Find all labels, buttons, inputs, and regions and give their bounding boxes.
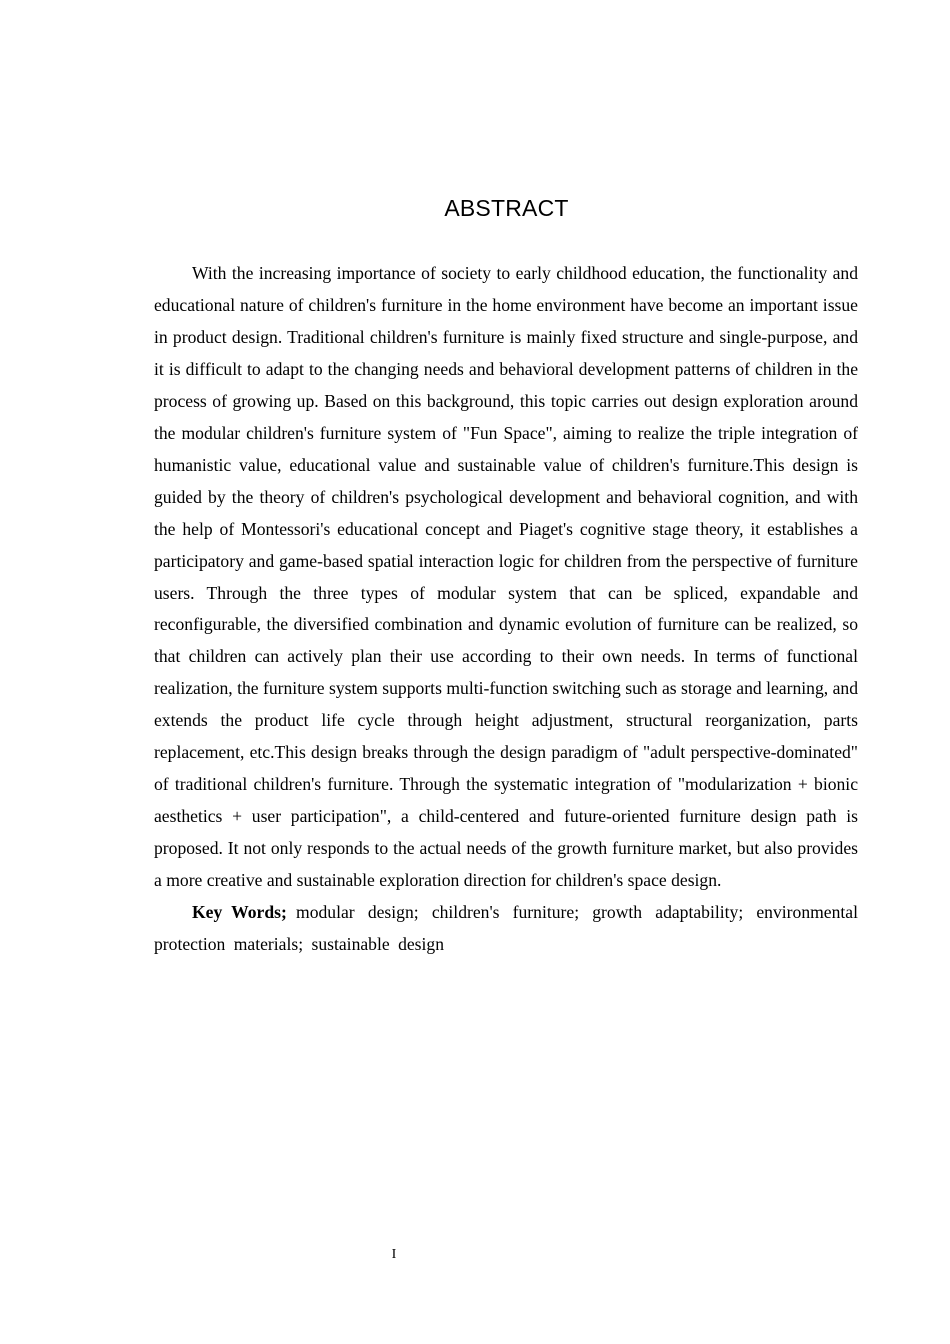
keywords-list: modular design; children's furniture; growth adaptability; environmental protection materials; sustainable design: [154, 902, 858, 955]
keywords-label: Key Words;: [192, 902, 287, 923]
keywords-paragraph: [154, 897, 858, 961]
abstract-body: [154, 258, 858, 961]
abstract-paragraph: With the increasing importance of society to early childhood education, the functionality and educational nature of children's furniture in the home environment have become an important issue in product design. Traditional children's furniture is mainly fixed structure and single-purpose, and it is difficult to adapt to the changing needs and behavioral development patterns of children in the process of growing up. Based on this background, this topic carries out design exploration around the modular children's furniture system of "Fun Space", aiming to realize the triple integration of humanistic value, educational value and sustainable value of children's furniture.This design is guided by the theory of children's psychological development and behavioral cognition, and with the help of Montessori's educational concept and Piaget's cognitive stage theory, it establishes a participatory and game-based spatial interaction logic for children from the perspective of furniture users. Through the three types of modular system that can be spliced, expandable and reconfigurable, the diversified combination and dynamic evolution of furniture can be realized, so that children can actively plan their use according to their own needs. In terms of functional realization, the furniture system supports multi-function switching such as storage and learning, and extends the product life cycle through height adjustment, structural reorganization, parts replacement, etc.This design breaks through the design paradigm of "adult perspective-dominated" of traditional children's furniture. Through the systematic integration of "modularization + bionic aesthetics + user participation", a child-centered and future-oriented furniture design path is proposed. It not only responds to the actual needs of the growth furniture market, but also provides a more creative and sustainable exploration direction for children's space design.: [154, 263, 858, 891]
page-number: I: [391, 1247, 397, 1262]
abstract-title: ABSTRACT: [444, 195, 569, 221]
